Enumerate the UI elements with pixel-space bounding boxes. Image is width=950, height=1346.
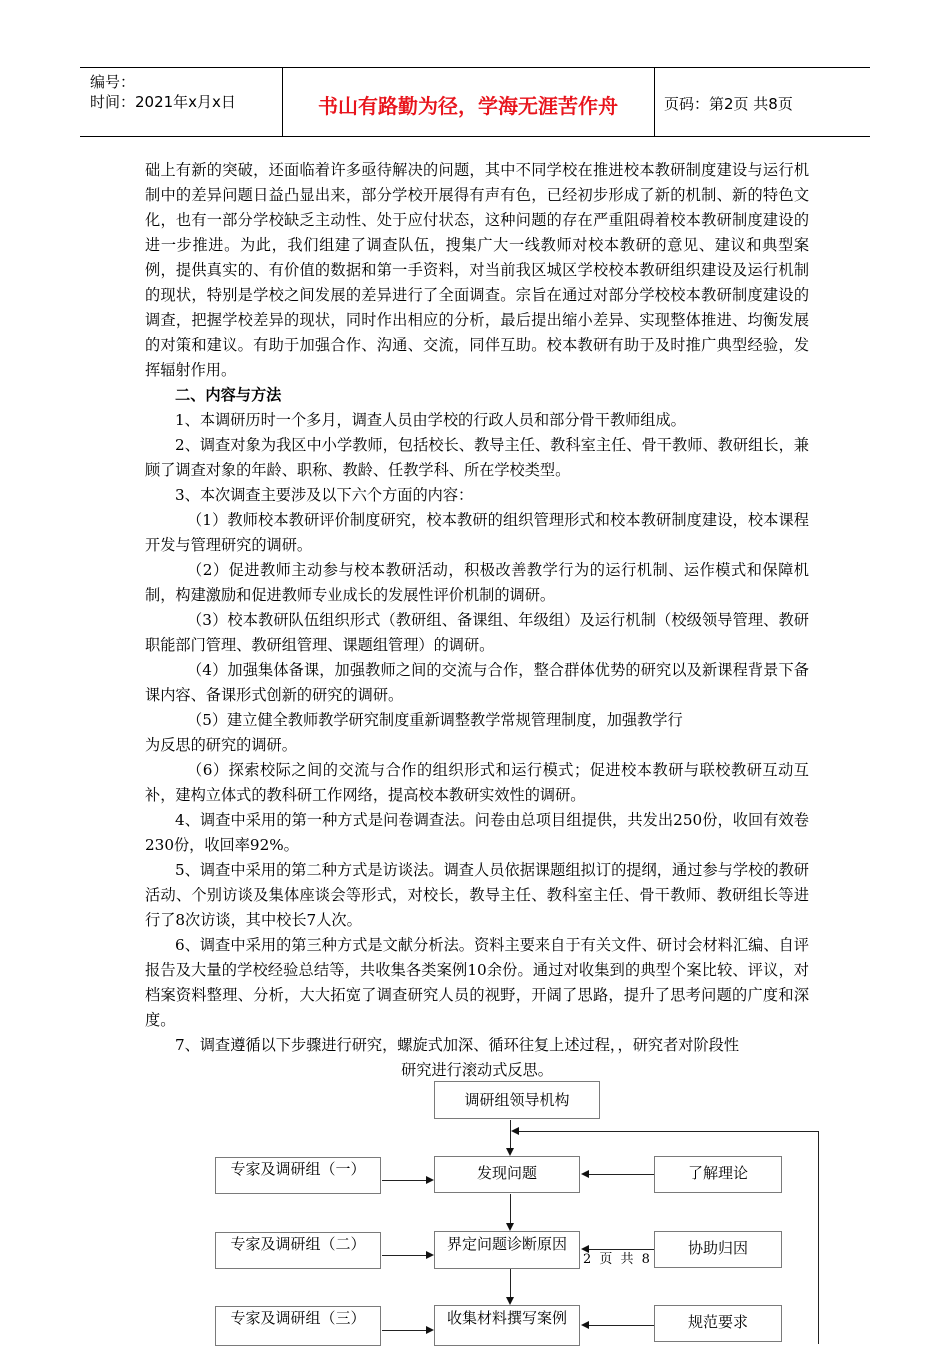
paragraph: 础上有新的突破，还面临着许多亟待解决的问题，其中不同学校在推进校本教研制度建设与运行机制中的差异问题日益凸显出来，部分学校开展得有声有色，已经初步形成了新的机制、新的特色文化，也有一部分学校缺乏主动性、处于应付状态，这种问题的存在严重阻碍着校本教研制度建设的进一步推进。为此，我们组建了调查队伍，搜集广大一线教师对校本教研的意见、建议和典型案例，提供真实的、有价值的数据和第一手资料，对当前我区城区学校校本教研组织建设及运行机制的现状，特别是学校之间发展的差异进行了全面调查。宗旨在通过对部分学校校本教研制度建设的调查，把握学校差异的现状，同时作出相应的分析，最后提出缩小差异、实现整体推进、均衡发展的对策和建议。有助于加强合作、沟通、交流，同伴互助。校本教研有助于及时推广典型经验，发挥辐射作用。 [145,161,809,379]
header-divider [654,68,655,136]
arrow-left-icon [511,1127,519,1135]
arrow-down-icon [506,1148,514,1156]
flow-connector [382,1330,426,1331]
paragraph: 5、调查中采用的第二种方式是访谈法。调查人员依据课题组拟订的提纲，通过参与学校的教研活动、个别访谈及集体座谈会等形式，对校长，教导主任、教科室主任、骨干教师、教研组长等进行了8次访谈，其中校长7人次。 [145,861,809,929]
paragraph: （1）教师校本教研评价制度研究，校本教研的组织管理形式和校本教研制度建设，校本课程开发与管理研究的调研。 [145,511,809,554]
flow-box-theory: 了解理论 [654,1156,782,1193]
flow-connector [382,1180,426,1181]
arrow-left-icon [581,1170,589,1178]
number-label: 编号： [90,73,136,91]
paragraph: 3、本次调查主要涉及以下六个方面的内容： [175,486,474,504]
paragraph: （6）探索校际之间的交流与合作的组织形式和运行模式；促进校本教研与联校教研互动互补，建构立体式的教科研工作网络，提高校本教研实效性的调研。 [145,761,809,804]
paragraph: 4、调查中采用的第一种方式是问卷调查法。问卷由总项目组提供，共发出250份，收回有效卷230份，收回率92%。 [145,811,809,854]
flow-box-expert-3: 专家及调研组（三） [215,1306,381,1346]
paragraph: （2）促进教师主动参与校本教研活动，积极改善教学行为的运行机制、运作模式和保障机制，构建激励和促进教师专业成长的发展性评价机制的调研。 [145,561,809,604]
flow-box-expert-2: 专家及调研组（二） [215,1232,381,1269]
paragraph: （4）加强集体备课，加强教师之间的交流与合作，整合群体优势的研究以及新课程背景下备课内容、备课形式创新的研究的调研。 [145,661,809,704]
feedback-loop-line [818,1131,819,1344]
section-heading: 二、内容与方法 [175,386,282,404]
document-body [145,158,809,1083]
flow-connector [510,1194,511,1223]
paragraph: 为反思的研究的调研。 [145,736,297,754]
paragraph: （3）校本教研队伍组织形式（教研组、备课组、年级组）及运行机制（校级领导管理、教研职能部门管理、教研组管理、课题组管理）的调研。 [145,611,809,654]
flow-connector [589,1174,654,1175]
flow-box-expert-1: 专家及调研组（一） [215,1157,381,1194]
paragraph: 6、调查中采用的第三种方式是文献分析法。资料主要来自于有关文件、研讨会材料汇编、自评报告及大量的学校经验总结等，共收集各类案例10余份。通过对收集到的典型个案比较、评议，对档案资料整理、分析，大大拓宽了调查研究人员的视野，开阔了思路，提升了思考问题的广度和深度。 [145,936,809,1029]
flow-box-find-problem: 发现问题 [434,1156,580,1193]
header-motto: 书山有路勤为径，学海无涯苦作舟 [318,94,618,118]
header-meta [90,72,236,112]
paragraph: （5）建立健全教师教学研究制度重新调整教学常规管理制度，加强教学行 [187,711,683,729]
flow-box-define-problem: 界定问题诊断原因 [434,1231,580,1269]
feedback-loop-line [519,1131,819,1132]
paragraph: 1、本调研历时一个多月，调查人员由学校的行政人员和部分骨干教师组成。 [175,411,686,429]
flow-connector [589,1325,654,1326]
arrow-down-icon [506,1297,514,1305]
date-label: 时间：2021年x月x日 [90,93,236,111]
flow-connector [382,1255,426,1256]
paragraph: 7、调查遵循以下步骤进行研究，螺旋式加深、循环往复上述过程，，研究者对阶段性 [175,1036,740,1054]
header-page-info: 页码：第2页 共8页 [664,95,793,113]
footer-page-number: 2 页 共 8 [583,1252,652,1267]
arrow-left-icon [581,1321,589,1329]
flow-box-attribution: 协助归因 [654,1231,782,1268]
paragraph: 研究进行滚动式反思。 [401,1061,553,1079]
arrow-right-icon [426,1176,434,1184]
paragraph: 2、调查对象为我区中小学教师，包括校长、教导主任、教科室主任、骨干教师、教研组长，兼顾了调查对象的年龄、职称、教龄、任教学科、所在学校类型。 [145,436,809,479]
flow-box-leadership: 调研组领导机构 [434,1081,600,1119]
arrow-down-icon [506,1223,514,1231]
arrow-right-icon [426,1326,434,1334]
page-header [80,67,870,137]
flow-box-collect-materials: 收集材料撰写案例 [434,1305,580,1346]
flow-connector [510,1269,511,1297]
arrow-right-icon [426,1251,434,1259]
flow-box-norms: 规范要求 [654,1305,782,1342]
